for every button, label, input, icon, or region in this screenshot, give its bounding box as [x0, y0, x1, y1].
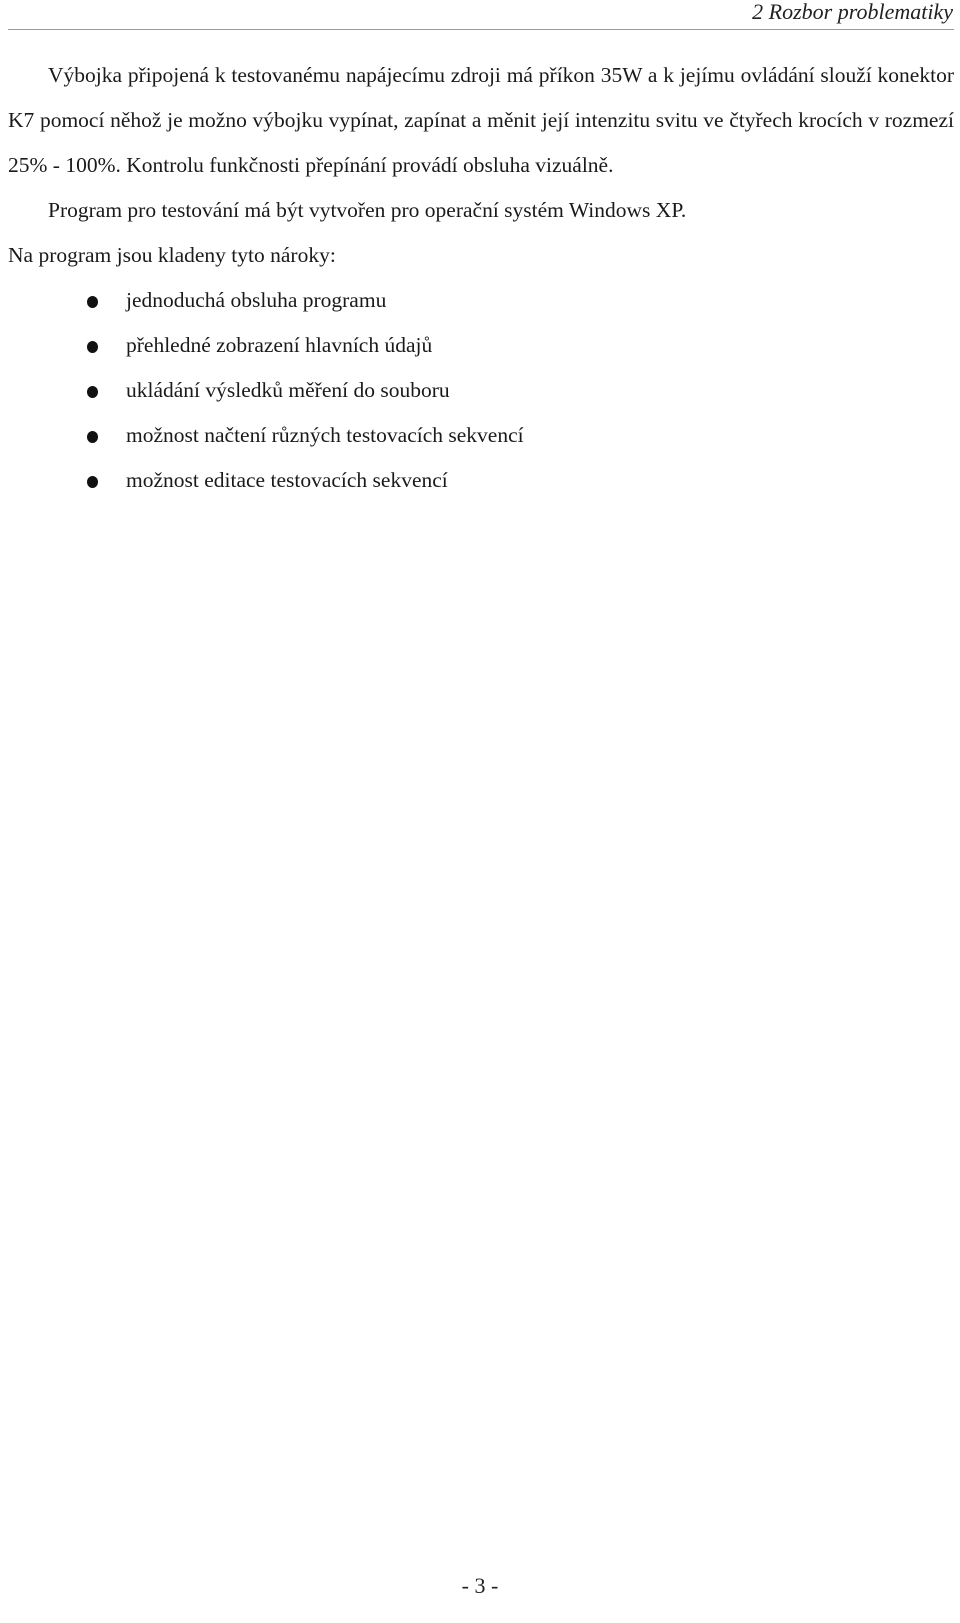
- paragraph-requirements-intro: Na program jsou kladeny tyto nároky:: [8, 243, 336, 267]
- list-item: [8, 323, 954, 368]
- bullet-icon: [87, 341, 98, 353]
- bullet-icon: [87, 476, 98, 488]
- page-number: - 3 -: [461, 1573, 499, 1598]
- body-text: [8, 53, 954, 503]
- list-item-text: možnost editace testovacích sekvencí: [126, 468, 448, 492]
- bullet-icon: [87, 431, 98, 443]
- list-item-text: přehledné zobrazení hlavních údajů: [126, 333, 433, 357]
- list-item: [8, 413, 954, 458]
- bullet-icon: [87, 296, 98, 308]
- paragraph-lamp-description: Výbojka připojená k testovanému napájecímu zdroji má příkon 35W a k jejímu ovládání slouží konektor K7 pomocí něhož je možno výbojku vypínat, zapínat a měnit její intenzitu svitu ve čtyřech krocích v rozmezí 25% - 100%. Kontrolu funkčnosti přepínání provádí obsluha vizuálně.: [8, 63, 954, 177]
- requirements-list: [8, 278, 954, 503]
- list-item: [8, 458, 954, 503]
- list-item: [8, 278, 954, 323]
- list-item-text: ukládání výsledků měření do souboru: [126, 378, 450, 402]
- list-item-text: jednoduchá obsluha programu: [126, 288, 387, 312]
- bullet-icon: [87, 386, 98, 398]
- header-divider: [8, 29, 954, 30]
- list-item-text: možnost načtení různých testovacích sekvencí: [126, 423, 524, 447]
- chapter-header: 2 Rozbor problematiky: [752, 0, 953, 24]
- paragraph-os-requirement: Program pro testování má být vytvořen pro operační systém Windows XP.: [48, 198, 687, 222]
- list-item: [8, 368, 954, 413]
